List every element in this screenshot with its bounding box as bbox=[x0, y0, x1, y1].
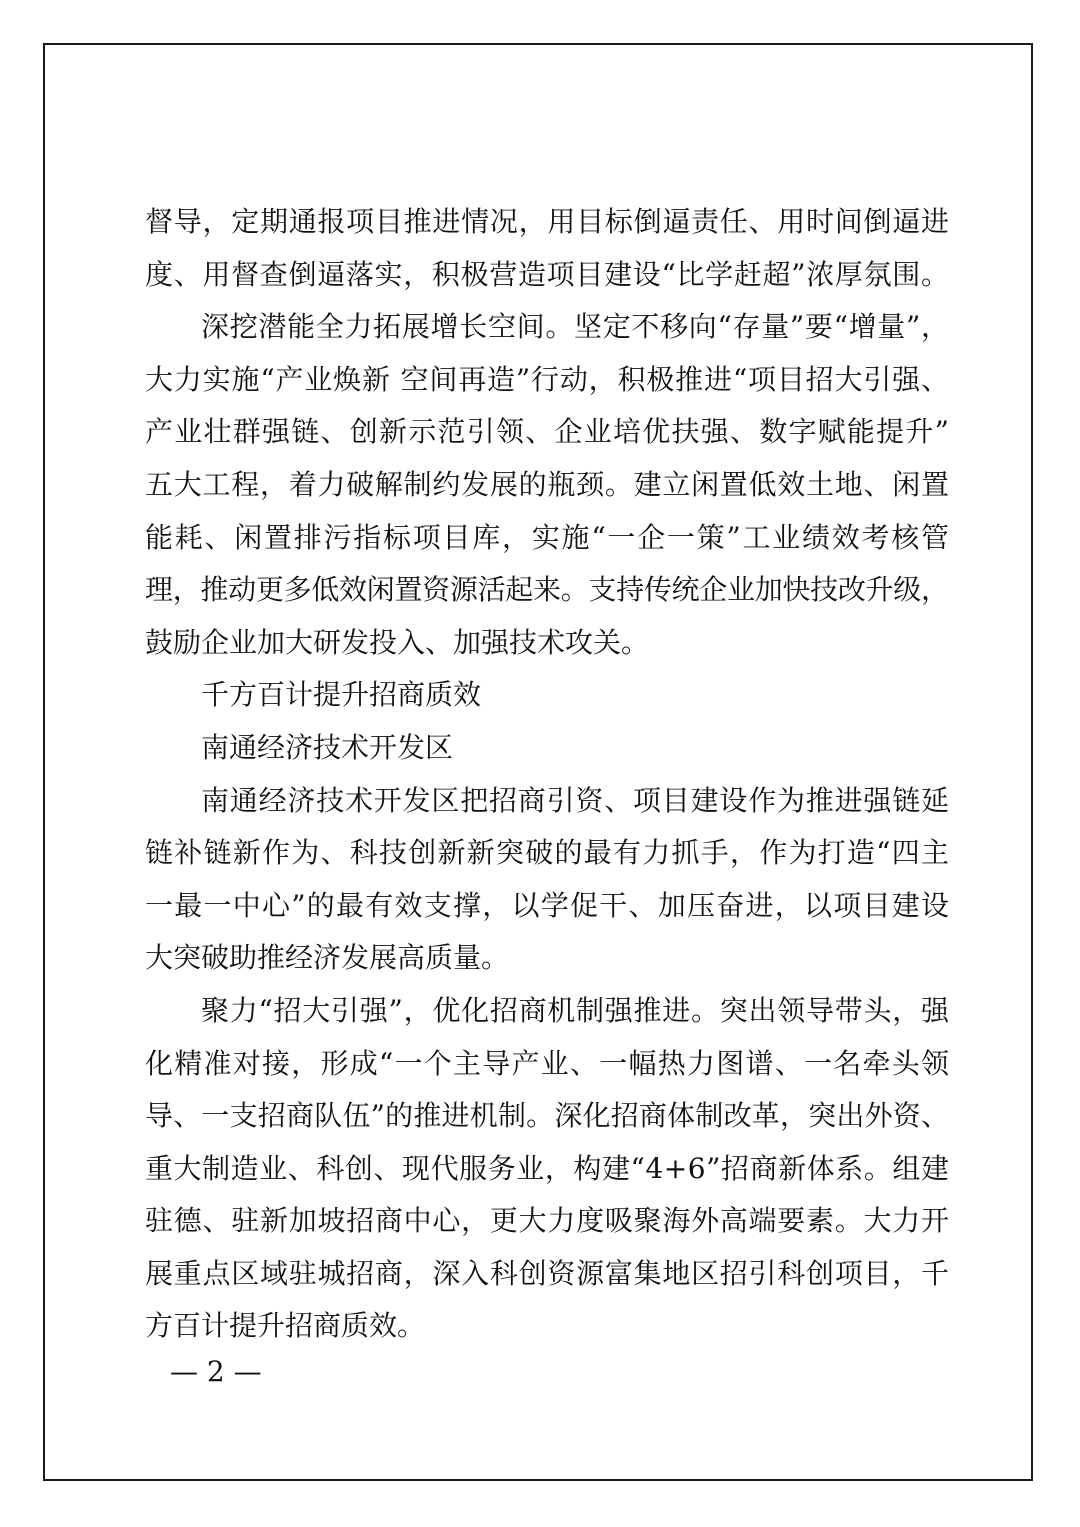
line-text: 方百计提升招商质效。 bbox=[145, 1309, 426, 1343]
heading-text: 千方百计提升招商质效 bbox=[201, 678, 482, 712]
line-text: 能耗、闲置排污指标项目库，实施“一企一策”工业绩效考核管 bbox=[145, 520, 951, 554]
line-text: 一最一中心”的最有效支撑，以学促干、加压奋进，以项目建设 bbox=[145, 888, 951, 922]
line-text: 导、一支招商队伍”的推进机制。深化招商体制改革，突出外资、 bbox=[145, 1099, 950, 1133]
text-line bbox=[145, 1143, 949, 1196]
line-text: 南通经济技术开发区把招商引资、项目建设作为推进强链延 bbox=[201, 783, 950, 817]
text-line bbox=[145, 1248, 949, 1301]
text-line bbox=[145, 1090, 949, 1143]
text-line bbox=[145, 617, 949, 670]
text-line bbox=[145, 406, 949, 459]
paragraph-start-line bbox=[145, 775, 949, 828]
text-line bbox=[145, 1300, 949, 1353]
line-text: 五大工程，着力破解制约发展的瓶颈。建立闲置低效土地、闲置 bbox=[145, 467, 950, 501]
text-line bbox=[145, 1195, 949, 1248]
text-line bbox=[145, 880, 949, 933]
text-line bbox=[145, 196, 949, 249]
text-line bbox=[145, 932, 949, 985]
document-body bbox=[145, 196, 949, 1353]
line-text: 深挖潜能全力拓展增长空间。坚定不移向“存量”要“增量”， bbox=[201, 310, 950, 344]
line-text: 大力实施“产业焕新 空间再造”行动，积极推进“项目招大引强、 bbox=[145, 362, 950, 396]
text-line bbox=[145, 249, 949, 302]
line-text: 链补链新作为、科技创新新突破的最有力抓手，作为打造“四主 bbox=[145, 836, 951, 870]
line-text: 理，推动更多低效闲置资源活起来。支持传统企业加快技改升级， bbox=[145, 573, 949, 607]
line-text: 度、用督查倒逼落实，积极营造项目建设“比学赶超”浓厚氛围。 bbox=[145, 257, 950, 291]
author-text: 南通经济技术开发区 bbox=[201, 730, 454, 764]
text-line bbox=[145, 459, 949, 512]
text-line bbox=[145, 512, 949, 565]
text-line bbox=[145, 827, 949, 880]
line-text: 聚力“招大引强”，优化招商机制强推进。突出领导带头，强 bbox=[201, 993, 950, 1027]
paragraph-start-line bbox=[145, 985, 949, 1038]
section-author bbox=[145, 722, 949, 775]
line-text: 督导，定期通报项目推进情况，用目标倒逼责任、用时间倒逼进 bbox=[145, 205, 950, 238]
line-text: 鼓励企业加大研发投入、加强技术攻关。 bbox=[145, 625, 650, 659]
line-text: 展重点区域驻城招商，深入科创资源富集地区招引科创项目，千 bbox=[145, 1256, 950, 1290]
line-text: 产业壮群强链、创新示范引领、企业培优扶强、数字赋能提升” bbox=[145, 415, 951, 449]
text-line bbox=[145, 1038, 949, 1091]
text-line bbox=[145, 564, 949, 617]
paragraph-start-line bbox=[145, 301, 949, 354]
line-text: 重大制造业、科创、现代服务业，构建“4+6”招商新体系。组建 bbox=[145, 1151, 950, 1185]
line-text: 大突破助推经济发展高质量。 bbox=[145, 941, 510, 975]
page-number: — 2 — bbox=[170, 1355, 262, 1388]
text-line bbox=[145, 354, 949, 407]
line-text: 化精准对接，形成“一个主导产业、一幅热力图谱、一名牵头领 bbox=[145, 1046, 951, 1080]
line-text: 驻德、驻新加坡招商中心，更大力度吸聚海外高端要素。大力开 bbox=[145, 1204, 950, 1238]
section-heading bbox=[145, 669, 949, 722]
